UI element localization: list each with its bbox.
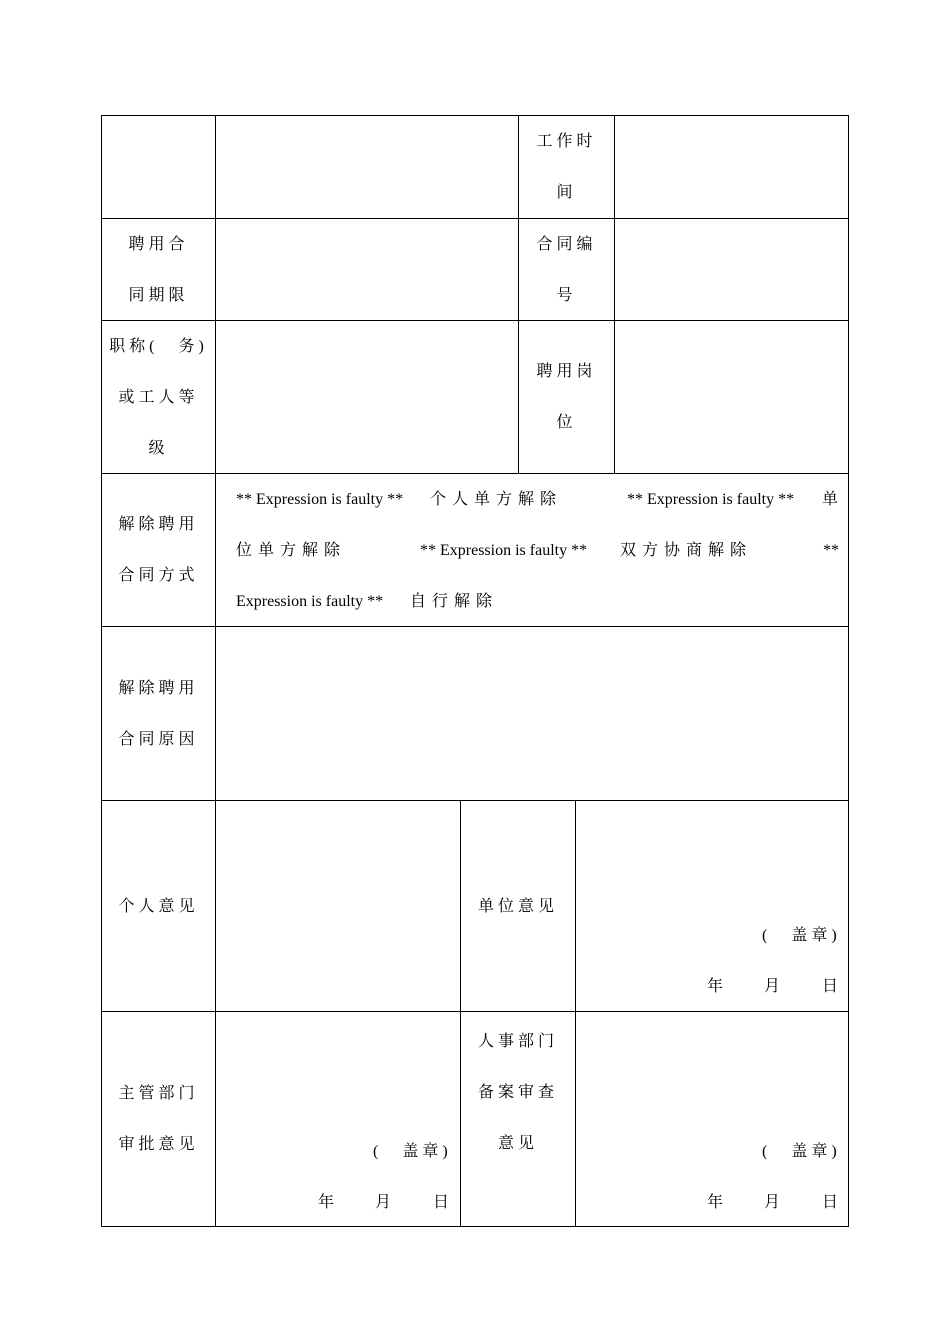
faulty-expression-text: **	[823, 542, 839, 559]
label-line: 聘用合	[128, 235, 189, 253]
unit-date-year	[707, 961, 727, 1012]
date-part: 月	[375, 1194, 396, 1211]
column-divider	[614, 116, 615, 473]
hr-date-month	[764, 1177, 784, 1228]
seal-text: ( 盖章)	[762, 1143, 841, 1160]
supervisor-date-year	[318, 1177, 338, 1228]
label-line: 合同方式	[118, 567, 199, 584]
label-line: 解除聘用	[118, 516, 199, 533]
seal-text: ( 盖章)	[762, 927, 841, 944]
date-part: 日	[433, 1194, 454, 1211]
option-text: 单	[822, 491, 845, 508]
label-line: 解除聘用	[118, 679, 199, 697]
label-line: 审批意见	[118, 1136, 199, 1153]
supervisor-date-month	[375, 1177, 395, 1228]
supervisor-seal	[373, 1126, 452, 1177]
date-part: 年	[707, 978, 728, 995]
label-line: 人事部门	[477, 1032, 558, 1050]
faulty-expression	[823, 525, 839, 576]
hr-filing-review-label	[461, 1012, 575, 1172]
option-text: 位单方解除	[236, 542, 347, 559]
option-text: 双方协商解除	[620, 542, 753, 559]
label-line: 个人意见	[118, 897, 199, 915]
option-text: 自行解除	[410, 593, 499, 610]
option-unilateral-individual	[430, 474, 562, 525]
label-line: 合同原因	[118, 730, 199, 748]
supervisor-date-day	[433, 1177, 453, 1228]
supervisor-approval-label	[102, 1012, 215, 1226]
date-part: 月	[764, 1194, 785, 1211]
label-line: 级	[148, 439, 169, 457]
option-self-termination	[410, 576, 498, 627]
label-line: 合同编	[536, 235, 597, 253]
option-text-fragment	[822, 474, 844, 525]
faulty-expression: ** Expression is faulty **	[236, 491, 404, 508]
faulty-expression	[236, 576, 383, 627]
date-part: 年	[318, 1194, 339, 1211]
faulty-expression-text: ** Expression is faulty **	[420, 542, 588, 559]
option-text: 个人单方解除	[430, 491, 563, 508]
contract-number-label	[519, 219, 614, 320]
label-line: 聘用岗	[536, 363, 597, 380]
date-part: 日	[822, 978, 843, 995]
faulty-expression	[420, 525, 587, 576]
seal-text: ( 盖章)	[373, 1143, 452, 1160]
unit-opinion-label	[461, 801, 575, 1011]
option-mutual-agreement	[620, 525, 752, 576]
unit-seal	[762, 910, 841, 961]
label-line: 职称( 务)	[109, 337, 208, 355]
hr-date-day	[822, 1177, 842, 1228]
label-line: 号	[556, 286, 577, 304]
hr-date-year	[707, 1177, 727, 1228]
faulty-expression-text: ** Expression is faulty **	[627, 491, 795, 508]
faulty-expression-text: Expression is faulty **	[236, 593, 384, 610]
personal-opinion-label	[102, 801, 215, 1011]
work-time-label	[519, 116, 614, 218]
form-table	[101, 115, 849, 1227]
label-line: 位	[556, 414, 577, 431]
title-or-grade-label	[102, 321, 215, 473]
hr-seal	[762, 1126, 841, 1177]
options-line-1	[236, 474, 403, 525]
label-line: 意见	[497, 1134, 538, 1152]
termination-reason-label	[102, 627, 215, 800]
label-line: 工作时	[536, 133, 597, 150]
unit-date-day	[822, 961, 842, 1012]
contract-term-label	[102, 219, 215, 320]
label-line: 或工人等	[118, 388, 199, 406]
termination-method-options	[216, 474, 848, 626]
label-line: 同期限	[128, 286, 189, 304]
label-line: 备案审查	[477, 1083, 558, 1101]
label-line: 单位意见	[477, 897, 558, 915]
label-line: 间	[556, 184, 577, 201]
option-unilateral-unit	[236, 525, 346, 576]
unit-date-month	[764, 961, 784, 1012]
date-part: 日	[822, 1194, 843, 1211]
termination-method-label	[102, 474, 215, 626]
position-label	[519, 321, 614, 473]
date-part: 月	[764, 978, 785, 995]
label-line: 主管部门	[118, 1085, 199, 1102]
column-divider	[575, 800, 576, 1226]
column-divider	[215, 116, 216, 1226]
date-part: 年	[707, 1194, 728, 1211]
faulty-expression	[627, 474, 794, 525]
